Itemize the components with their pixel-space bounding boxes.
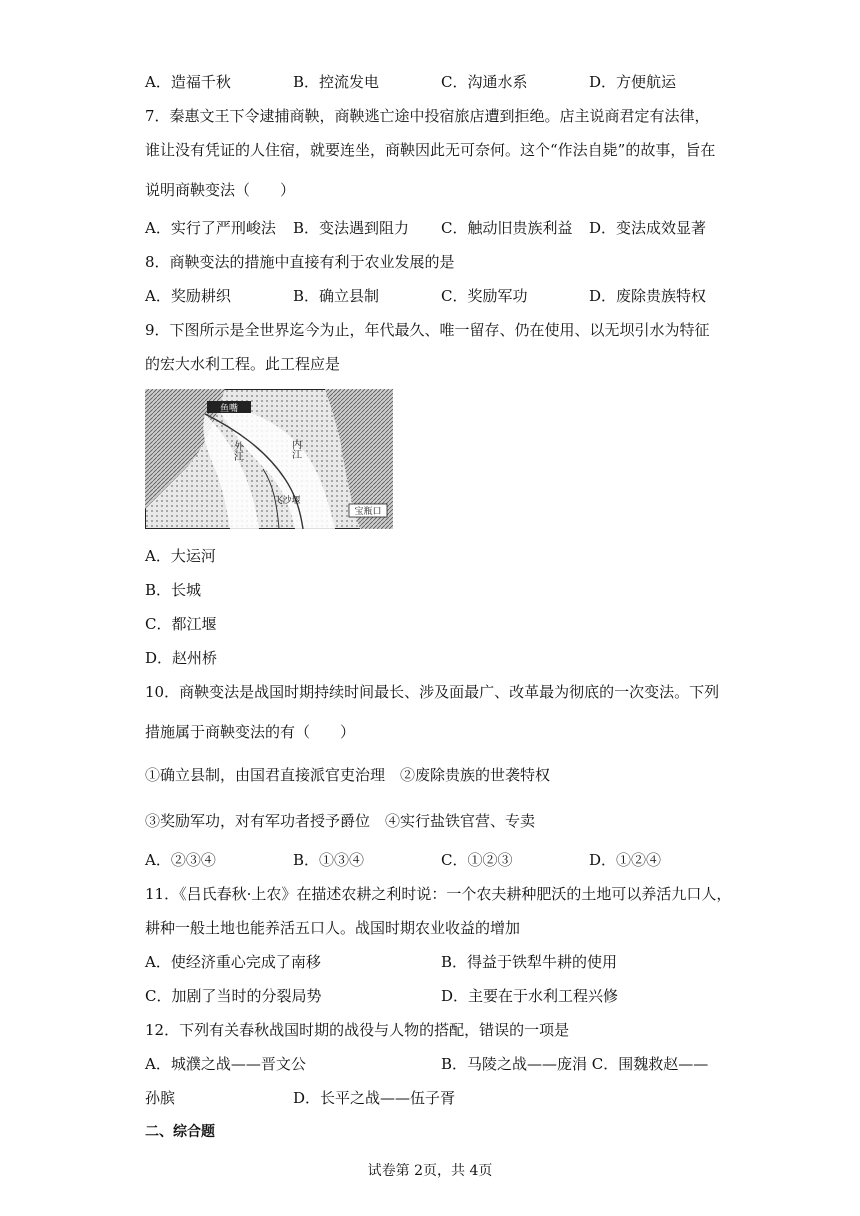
q10-option-d: D．①②④ [589,851,662,869]
q8-option-a: A．奖励耕织 [145,287,231,305]
dujiangyan-map [145,389,393,529]
q7-options [145,218,720,238]
map-label-top: 鱼嘴 [219,404,239,414]
q9-option-a: A．大运河 [145,547,216,565]
q10-option-b: B．①③④ [293,851,365,869]
q9-stem-line-1: 9．下图所示是全世界迄今为止，年代最久、唯一留存、仍在使用、以无坝引水为特征 [145,321,710,339]
q9-option-b: B．长城 [145,581,202,599]
q12-stem: 12．下列有关春秋战国时期的战役与人物的搭配，错误的一项是 [145,1021,570,1039]
q11-option-a: A．使经济重心完成了南移 [145,953,321,971]
q6-option-b: B．控流发电 [293,73,380,91]
map-label-outlet: 宝瓶口 [354,507,382,517]
q11-option-b: B．得益于铁犁牛耕的使用 [441,953,618,971]
q6-option-c: C．沟通水系 [441,73,528,91]
q12-options-line-1 [145,1054,720,1074]
q6-option-a: A．造福千秋 [145,73,231,91]
map-label-left: 外江 [231,441,243,461]
q6-option-d: D．方便航运 [589,73,677,91]
q12-option-b-c: B．马陵之战——庞涓 C．围魏救赵—— [441,1055,709,1073]
q8-option-b: B．确立县制 [293,287,380,305]
q11-stem-line-2: 耕种一般土地也能养活五口人。战国时期农业收益的增加 [145,919,521,937]
q7-stem-line-2: 谁让没有凭证的人住宿，就要连坐，商鞅因此无可奈何。这个“作法自毙”的故事，旨在 [145,141,716,159]
q11-option-c: C．加剧了当时的分裂局势 [145,987,322,1005]
q7-stem-line-3: 说明商鞅变法（ ） [145,181,296,199]
q8-option-d: D．废除贵族特权 [589,287,707,305]
q10-item-line-1: ①确立县制，由国君直接派官吏治理 ②废除贵族的世袭特权 [145,766,551,784]
q8-option-c: C．奖励军功 [441,287,528,305]
q12-option-c-cont: 孙膑 [145,1089,176,1107]
q10-stem-line-2: 措施属于商鞅变法的有（ ） [145,723,356,741]
q10-item-line-2: ③奖励军功，对有军功者授予爵位 ④实行盐铁官营、专卖 [145,812,536,830]
map-label-dam: 飞沙堰 [273,496,301,506]
q7-option-c: C．触动旧贵族利益 [441,219,573,237]
q12-option-a: A．城濮之战——晋文公 [145,1055,306,1073]
q11-options-row-1 [145,952,720,972]
section-heading: 二、综合题 [145,1124,215,1140]
q7-stem-line-1: 7．秦惠文王下令逮捕商鞅，商鞅逃亡途中投宿旅店遭到拒绝。店主说商君定有法律， [145,107,710,125]
q9-stem-line-2: 的宏大水利工程。此工程应是 [145,355,341,373]
q8-options [145,286,720,306]
q9-option-d: D．赵州桥 [145,649,218,667]
q6-options [145,72,720,92]
q8-stem: 8．商鞅变法的措施中直接有利于农业发展的是 [145,253,455,271]
page-footer: 试卷第 2页，共 4页 [367,1163,493,1179]
q11-stem-line-1: 11．《吕氏春秋·上农》在描述农耕之利时说：一个农夫耕种肥沃的土地可以养活九口人， [145,885,732,903]
q11-options-row-2 [145,986,720,1006]
q10-option-c: C．①②③ [441,851,513,869]
q10-stem-line-1: 10．商鞅变法是战国时期持续时间最长、涉及面最广、改革最为彻底的一次变法。下列 [145,683,720,701]
q11-option-d: D．主要在于水利工程兴修 [441,987,619,1005]
q10-options [145,850,720,870]
q9-option-c: C．都江堰 [145,615,217,633]
q7-option-d: D．变法成效显著 [589,219,707,237]
q7-option-b: B．变法遇到阻力 [293,219,410,237]
q12-option-d: D．长平之战——伍子胥 [293,1089,456,1107]
q7-option-a: A．实行了严刑峻法 [145,219,276,237]
q12-options-line-2 [145,1088,720,1108]
q10-option-a: A．②③④ [145,851,216,869]
map-label-right: 内江 [289,439,301,459]
